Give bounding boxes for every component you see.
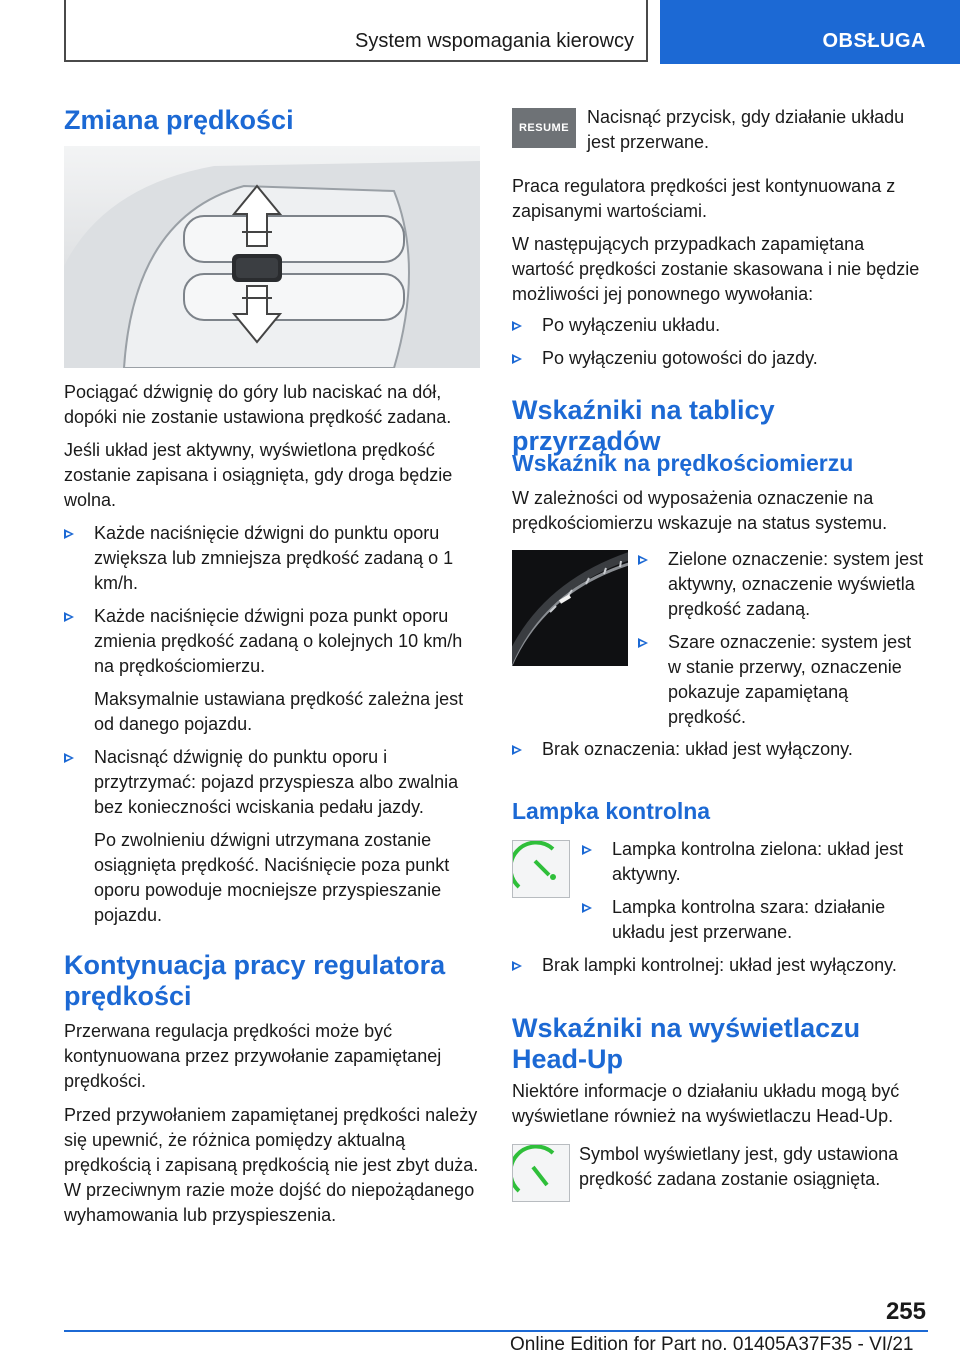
list-item: Lampka kontrolna zielona: układ jest aktywny.	[582, 837, 928, 887]
paragraph-head-up: Niektóre informacje o działaniu układu mogą być wyświetlane również na wyświetlaczu Head-Up.	[512, 1081, 900, 1126]
list-item: Zielone oznaczenie: system jest aktywny, oznaczenie wyświetla prędkość zadaną.	[638, 547, 928, 622]
heading-indicator-lamp: Lampka kontrolna	[512, 798, 711, 824]
heading-speed-change: Zmiana prędkości	[64, 105, 294, 135]
section-title: System wspomagania kierowcy	[355, 30, 634, 52]
speedometer-illustration	[512, 550, 628, 666]
triangle-bullet-icon	[638, 555, 648, 565]
page-number: 255	[885, 1298, 926, 1325]
triangle-bullet-icon	[64, 612, 74, 622]
paragraph-warning: Przed przywołaniem zapamiętanej prędkości należy się upewnić, że różnica pomiędzy aktualną prędkością i zapisaną prędkością nie jest zbyt duża. W przeciwnym razie może dojść do niepożądanego wyhamowania lub przyspieszenia.	[64, 1105, 479, 1225]
heading-head-up-display: Wskaźniki na wyświetlaczu Head-Up	[512, 1013, 861, 1074]
speedometer-bullets	[638, 547, 928, 730]
triangle-bullet-icon	[582, 845, 592, 855]
resume-caption: Nacisnąć przycisk, gdy działanie układu jest przerwane.	[587, 107, 905, 152]
paragraph-cleared: W następujących przypadkach zapamiętana wartość prędkości zostanie skasowana i nie będzie możliwości jej ponownego wywołania:	[512, 234, 920, 304]
paragraph-lever-usage: Pociągać dźwignię do góry lub naciskać na dół, dopóki nie zostanie ustawiona prędkość zadana.	[64, 382, 452, 427]
right-column	[512, 0, 928, 1250]
triangle-bullet-icon	[638, 638, 648, 648]
speed-reached-green-icon	[513, 1145, 569, 1201]
lamp-off-bullet	[512, 953, 928, 978]
list-item: Szare oznaczenie: system jest w stanie przerwy, oznaczenie pokazuje zapamiętaną prędkość.	[638, 630, 928, 730]
list-item: Po wyłączeniu układu.	[512, 313, 928, 338]
heading-instrument-indicators: Wskaźniki na tablicy przyrządów	[512, 395, 775, 456]
triangle-bullet-icon	[64, 753, 74, 763]
speedometer-image	[512, 550, 628, 666]
cruise-control-green-icon	[513, 841, 569, 897]
resume-button-text: RESUME	[518, 122, 570, 134]
list-item: Nacisnąć dźwignię do punktu oporu i przytrzymać: pojazd przyspiesza albo zwalnia bez konieczności wciskania pedału jazdy.	[64, 745, 482, 820]
triangle-bullet-icon	[64, 529, 74, 539]
cleared-bullets	[512, 313, 928, 371]
heading-continue-cruise: Kontynuacja pracy regulatora prędkości	[64, 950, 446, 1011]
lever-bullets	[64, 521, 482, 928]
paragraph-continued: Praca regulatora prędkości jest kontynuowana z zapisanymi wartościami.	[512, 176, 896, 221]
list-item: Każde naciśnięcie dźwigni do punktu oporu zwiększa lub zmniejsza prędkość zadaną o 1 km/h.	[64, 521, 482, 596]
heading-speedometer: Wskaźnik na prędkościomierzu	[512, 450, 854, 476]
list-item: Brak lampki kontrolnej: układ jest wyłączony.	[512, 953, 928, 978]
resume-button-image	[512, 108, 576, 148]
paragraph-active-system: Jeśli układ jest aktywny, wyświetlona prędkość zostanie zapisana i osiągnięta, gdy droga będzie wolna.	[64, 440, 453, 510]
head-up-caption: Symbol wyświetlany jest, gdy ustawiona prędkość zadana zostanie osiągnięta.	[579, 1144, 899, 1189]
list-item: Brak oznaczenia: układ jest wyłączony.	[512, 737, 928, 762]
steering-wheel-illustration	[64, 146, 480, 368]
chapter-tab-label: OBSŁUGA	[822, 30, 926, 52]
paragraph-speedometer: W zależności od wyposażenia oznaczenie na prędkościomierzu wskazuje na status systemu.	[512, 488, 888, 533]
triangle-bullet-icon	[512, 961, 522, 971]
head-up-symbol-image	[512, 1144, 570, 1202]
list-item: Po wyłączeniu gotowości do jazdy.	[512, 346, 928, 371]
list-item: Każde naciśnięcie dźwigni poza punkt oporu zmienia prędkość zadaną o kolejnych 10 km/h na prędkościomierzu.	[64, 604, 482, 679]
lamp-bullets	[582, 837, 928, 945]
triangle-bullet-icon	[512, 745, 522, 755]
speedometer-off-bullet	[512, 737, 928, 762]
list-item: Lampka kontrolna szara: działanie układu jest przerwane.	[582, 895, 928, 945]
triangle-bullet-icon	[582, 903, 592, 913]
triangle-bullet-icon	[512, 321, 522, 331]
left-column	[64, 0, 482, 1250]
list-item-note: Maksymalnie ustawiana prędkość zależna jest od danego pojazdu.	[94, 689, 464, 734]
paragraph-resume: Przerwana regulacja prędkości może być kontynuowana przez przywołanie zapamiętanej prędkości.	[64, 1021, 442, 1091]
indicator-lamp-image	[512, 840, 570, 898]
edition-text: Online Edition for Part no. 01405A37F35 - VI/21	[510, 1334, 914, 1355]
footer-divider	[64, 1330, 928, 1332]
steering-wheel-lever-image	[64, 146, 480, 368]
list-item-note: Po zwolnieniu dźwigni utrzymana zostanie osiągnięta prędkość. Naciśnięcie poza punkt oporu powoduje mocniejsze przyspieszanie pojazdu.	[94, 830, 450, 925]
triangle-bullet-icon	[512, 354, 522, 364]
